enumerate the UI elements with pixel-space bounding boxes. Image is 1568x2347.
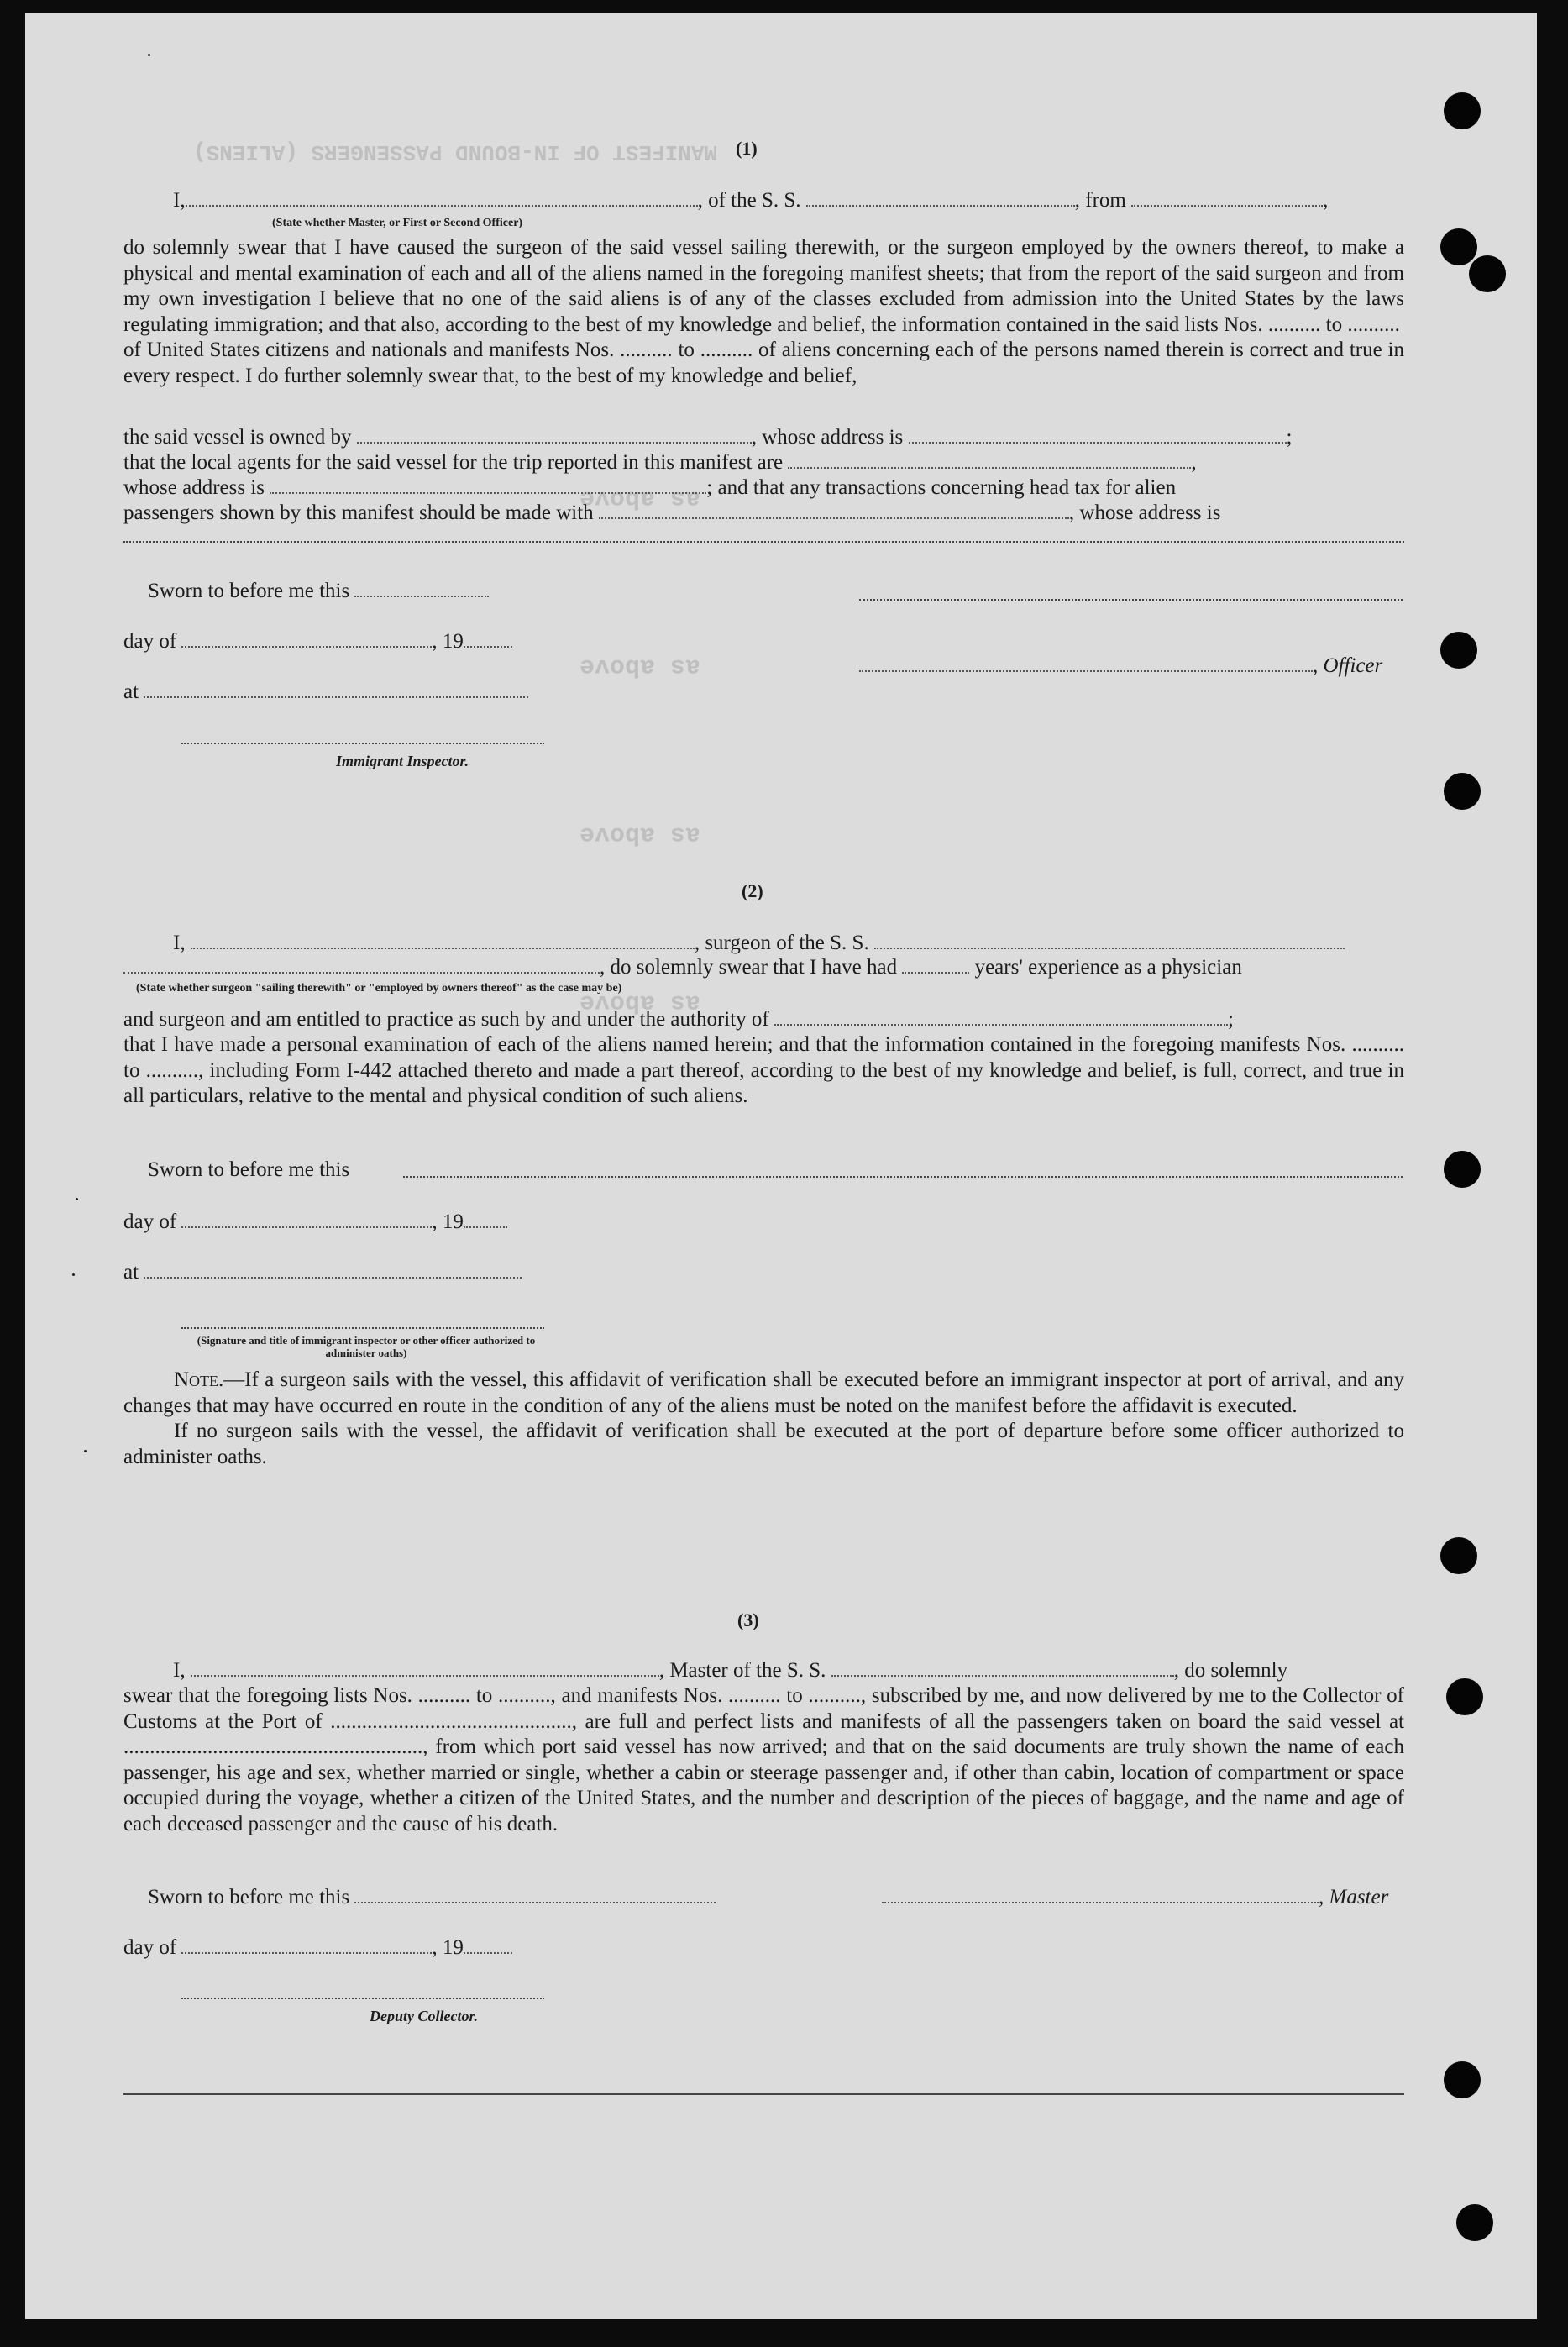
master-name-field[interactable] xyxy=(191,1658,659,1677)
signature-note-text: (Signature and title of immigrant inspector or other officer authorized to administer oaths) xyxy=(197,1334,536,1359)
section-2-body xyxy=(123,1032,1404,1110)
section-2-day-line xyxy=(123,1210,507,1235)
bleed-through-column: as above xyxy=(579,484,701,512)
section-1-officer-field[interactable] xyxy=(859,654,1313,672)
section-3-month-field[interactable] xyxy=(181,1935,432,1954)
section-1-year-field[interactable] xyxy=(464,629,512,648)
officer-label: , Officer xyxy=(1313,654,1383,677)
punch-hole xyxy=(1469,255,1506,292)
section-2-line-1 xyxy=(173,931,1345,956)
punch-hole xyxy=(1444,1151,1481,1188)
section-2-line-2 xyxy=(123,955,1242,980)
punch-hole xyxy=(1456,2204,1493,2241)
passengers-label: passengers shown by this manifest should be made with xyxy=(123,501,594,524)
section-1-month-field[interactable] xyxy=(181,629,432,648)
section-1-number: (1) xyxy=(736,138,758,159)
owner-address-label: , whose address is xyxy=(751,426,904,449)
section-1-at-label: at xyxy=(123,680,139,703)
section-2-month-field[interactable] xyxy=(181,1210,432,1228)
punch-hole xyxy=(1444,773,1481,810)
section-3-ship-field[interactable] xyxy=(831,1658,1174,1677)
deputy-signature-rule[interactable] xyxy=(181,1998,544,1999)
signature-note xyxy=(190,1334,543,1359)
section-2-i: I, xyxy=(173,932,186,954)
section-2-sworn-label: Sworn to before me this xyxy=(148,1158,350,1181)
section-3-master-line xyxy=(882,1885,1388,1910)
authority-line: and surgeon and am entitled to practice as such by and under the authority of ; xyxy=(123,1008,1234,1031)
punch-hole xyxy=(1440,228,1477,265)
agent-address-field[interactable] xyxy=(270,475,706,494)
section-1-sworn-line xyxy=(148,579,489,604)
section-3-body-text: swear that the foregoing lists Nos. .......... to .........., and manifests Nos. .......... to .........., subscribed by me, and now delivered by me to the Collector of Customs at the Port of .............................................., are full and perfect lists and manifests of all the passengers taken on board the said vessel at ........................................................., from which port said vessel has now arrived; and that on the said documents are truly shown the name of each passenger, his age and sex, whether married or single, whether a cabin or steerage passenger and, if other than cabin, location of compartment or space occupied during the voyage, whether a citizen of the United States, and the number and description of the pieces of baggage, and the name and age of each deceased passenger and the cause of his death. xyxy=(123,1684,1404,1835)
surgeon-name-field[interactable] xyxy=(191,931,695,949)
section-1-i: I, xyxy=(173,189,186,212)
bleed-through-column: as above xyxy=(579,652,701,680)
section-2-signature-rule[interactable] xyxy=(181,1327,544,1329)
swear-experience-text: , do solemnly swear that I have had xyxy=(600,956,898,979)
section-1-body xyxy=(123,235,1404,389)
section-1-sworn-label: Sworn to before me this xyxy=(148,580,350,602)
immigrant-inspector-caption: Immigrant Inspector. xyxy=(336,753,469,769)
local-agents-field[interactable] xyxy=(788,450,1191,469)
section-3-body xyxy=(123,1683,1404,1837)
punch-hole xyxy=(1444,92,1481,129)
bleed-through-column: as above xyxy=(579,988,701,1016)
head-tax-contact-field[interactable] xyxy=(599,501,1069,519)
authority-field[interactable] xyxy=(774,1007,1228,1026)
section-1-officer-line xyxy=(859,654,1382,679)
note-block xyxy=(123,1368,1404,1470)
section-3-day-line xyxy=(123,1935,512,1961)
section-1-body-text-2: of United States citizens and nationals and manifests Nos. .......... to .......... of aliens concerning each of the persons named therein is correct and true in every respect. I do further solemnly swear that, to the best of my knowledge and belief, xyxy=(123,339,1404,387)
section-1-at-line xyxy=(123,680,528,705)
head-tax-text: ; and that any transactions concerning head tax for alien xyxy=(706,476,1177,499)
manifest-back-page xyxy=(25,13,1537,2319)
from-port-field[interactable] xyxy=(1131,188,1323,207)
bottom-rule xyxy=(123,2093,1404,2095)
section-3-i: I, xyxy=(173,1659,186,1682)
section-2-sworn-rule[interactable] xyxy=(403,1176,1403,1178)
section-1-from: , from xyxy=(1074,189,1126,212)
section-2-body-text: that I have made a personal examination of each of the aliens named herein; and that the information contained in the foregoing manifests Nos. .......... to .........., including Form I-442 attached thereto and made a part thereof, according to the best of my knowledge and belief, is full, correct, and true in all particulars, relative to the mental and physical condition of such aliens. xyxy=(123,1033,1404,1107)
officer-name-field[interactable] xyxy=(186,188,698,207)
section-3-sworn-date-field[interactable] xyxy=(354,1885,716,1903)
dust-speck xyxy=(84,1450,87,1452)
ship-name-field[interactable] xyxy=(806,188,1075,207)
section-1-day-line xyxy=(123,629,512,654)
section-3-year-label: , 19 xyxy=(432,1936,464,1959)
dust-speck xyxy=(148,54,150,56)
punch-hole xyxy=(1446,1678,1483,1715)
owner-address-field[interactable] xyxy=(909,425,1287,444)
section-1-sworn-date-field[interactable] xyxy=(354,579,489,597)
section-3-sworn-label: Sworn to before me this xyxy=(148,1886,350,1909)
master-of-ss: , Master of the S. S. xyxy=(658,1659,826,1682)
owned-by-line: the said vessel is owned by , whose address is ; xyxy=(123,426,1293,449)
note-text: —If a surgeon sails with the vessel, this affidavit of verification shall be executed before an immigrant inspector at port of arrival, and any changes that may have occurred en route in the condition of any of the aliens must be noted on the manifest before the affidavit is executed. xyxy=(123,1368,1404,1417)
years-experience-label: years' experience as a physician xyxy=(974,956,1242,979)
passengers-address-rule[interactable] xyxy=(123,541,1404,543)
section-2-day-label: day of xyxy=(123,1210,177,1233)
section-1-officer-signature-rule[interactable] xyxy=(859,599,1403,601)
master-note: (State whether Master, or First or Second Officer) xyxy=(272,217,523,229)
note-label: Note. xyxy=(174,1368,224,1391)
punch-hole xyxy=(1440,632,1477,669)
note-paragraph-2: If no surgeon sails with the vessel, the affidavit of verification shall be executed at the port of departure before some officer authorized to administer oaths. xyxy=(123,1420,1404,1468)
section-3-day-label: day of xyxy=(123,1936,177,1959)
section-2-at-label: at xyxy=(123,1261,139,1284)
section-3-number: (3) xyxy=(737,1609,759,1630)
punch-hole xyxy=(1444,2061,1481,2098)
section-2-at-field[interactable] xyxy=(144,1260,522,1279)
bleed-through-header: MANIFEST OF IN-BOUND PASSENGERS (ALIENS) xyxy=(193,139,718,165)
section-3-sworn-line xyxy=(148,1885,716,1910)
dust-speck xyxy=(76,1198,78,1200)
section-1-body-text: do solemnly swear that I have caused the surgeon of the said vessel sailing therewith, or the surgeon employed by the owners thereof, to make a physical and mental examination of each and all of the aliens named in the foregoing manifest sheets; that from the report of the said surgeon and from my own investigation I believe that no one of the said aliens is of any of the classes excluded from admission into the United States by the laws regulating immigration; and that also, according to the best of my knowledge and belief, the information contained in the said lists Nos. .......... to .......... xyxy=(123,236,1404,336)
section-1-at-field[interactable] xyxy=(144,680,528,698)
bleed-through-column: as above xyxy=(579,820,701,848)
passengers-address-label: , whose address is xyxy=(1068,501,1221,524)
section-2-ship-field[interactable] xyxy=(874,931,1345,949)
section-3-year-field[interactable] xyxy=(464,1935,512,1954)
section-1-year-label: , 19 xyxy=(432,630,464,653)
local-agents-label: that the local agents for the said vessel for the trip reported in this manifest are xyxy=(123,451,784,474)
section-1-day-label: day of xyxy=(123,630,177,653)
surgeon-of-ss: , surgeon of the S. S. xyxy=(694,932,869,954)
master-label: , Master xyxy=(1319,1886,1389,1909)
section-2-at-line xyxy=(123,1260,522,1285)
owner-field[interactable] xyxy=(357,425,752,444)
local-agents-line: that the local agents for the said vessel for the trip reported in this manifest are , xyxy=(123,451,1197,474)
punch-hole xyxy=(1440,1537,1477,1574)
inspector-signature-rule[interactable] xyxy=(181,743,544,744)
authority-text: and surgeon and am entitled to practice as such by and under the authority of xyxy=(123,1008,769,1031)
agent-address-label: whose address is xyxy=(123,476,265,499)
section-1-line-1 xyxy=(173,188,1328,213)
owned-by-label: the said vessel is owned by xyxy=(123,426,352,449)
section-3-line-1 xyxy=(173,1658,1287,1683)
dust-speck xyxy=(72,1273,75,1276)
years-experience-field[interactable] xyxy=(902,955,969,974)
section-2-year-field[interactable] xyxy=(464,1210,507,1228)
master-signature-field[interactable] xyxy=(882,1885,1319,1903)
surgeon-note: (State whether surgeon "sailing therewith" or "employed by owners thereof" as the case may be) xyxy=(136,982,622,995)
surgeon-status-field[interactable] xyxy=(123,955,600,974)
section-1-of-ss: , of the S. S. xyxy=(697,189,801,212)
section-2-number: (2) xyxy=(742,880,763,901)
do-solemnly: , do solemnly xyxy=(1173,1659,1288,1682)
deputy-collector-caption: Deputy Collector. xyxy=(370,2008,478,2024)
section-2-year-label: , 19 xyxy=(432,1210,464,1233)
agent-address-line xyxy=(123,475,1176,501)
section-1-line-end: , xyxy=(1323,189,1329,212)
passengers-line xyxy=(123,501,1220,526)
section-2-sworn-line xyxy=(148,1158,349,1183)
note-paragraph xyxy=(123,1368,1404,1419)
